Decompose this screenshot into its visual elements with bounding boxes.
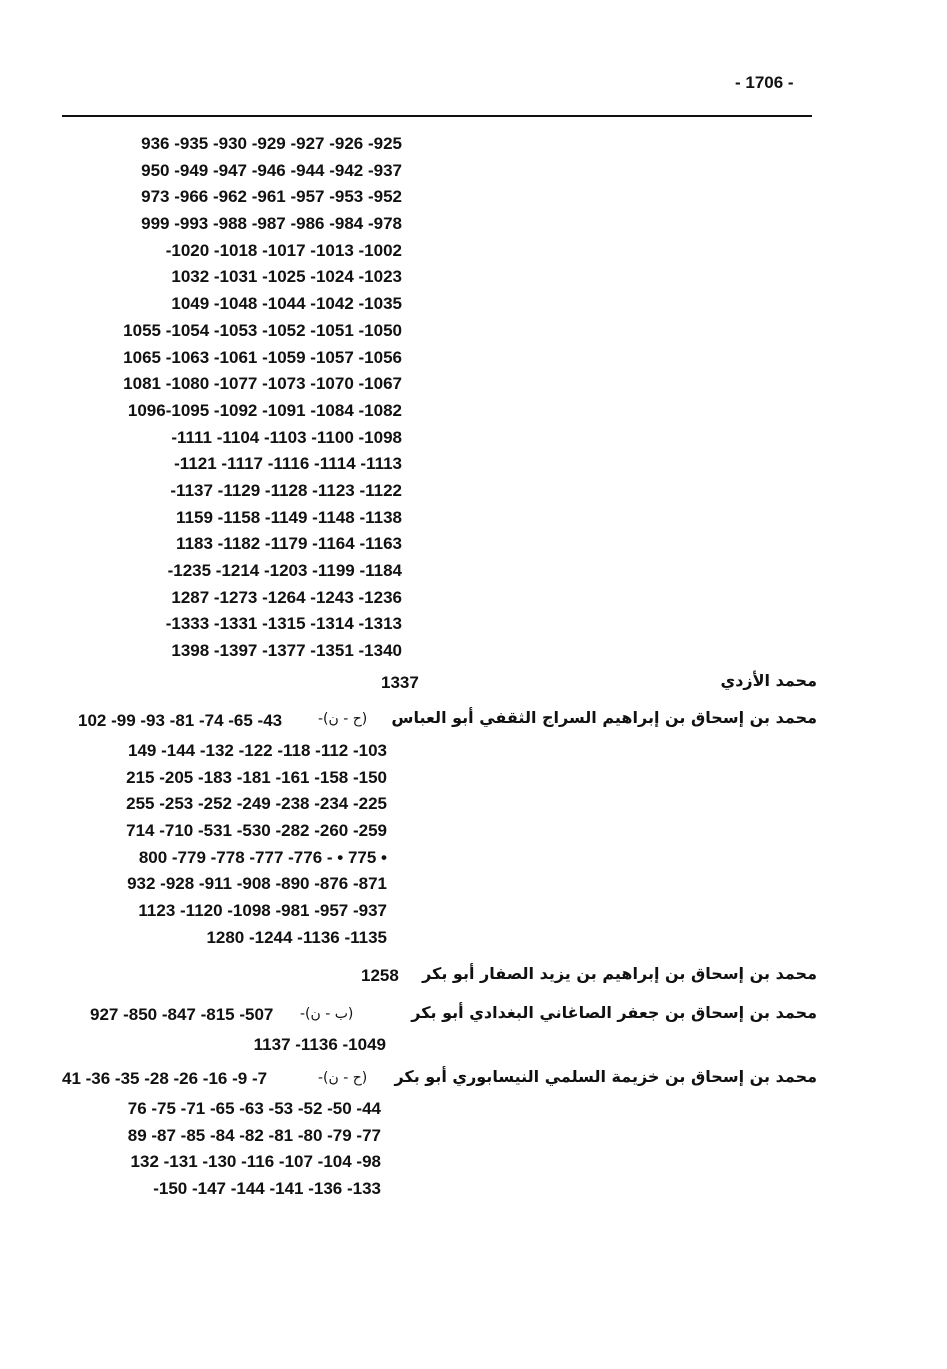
entry-refs-khuzayma xyxy=(128,1096,381,1203)
reference-line: 132 -131 -130 -116 -107 -104 -98 xyxy=(130,1152,381,1172)
entry-name-khuzayma: محمد بن إسحاق بن خزيمة السلمي النيسابوري أبو بكر xyxy=(394,1067,817,1086)
reference-line: 149 -144 -132 -122 -118 -112 -103 xyxy=(128,741,387,760)
reference-line: 1065 -1063 -1061 -1059 -1057 -1056 xyxy=(123,347,402,367)
reference-line: 1137 -1136 -1049 xyxy=(253,1035,386,1054)
reference-line: 932 -928 -911 -908 -890 -876 -871 xyxy=(127,874,387,894)
reference-line: 1287 -1273 -1264 -1243 -1236 xyxy=(171,587,402,607)
entry-tag-khuzayma: (ح - ن)- xyxy=(318,1070,368,1086)
reference-line: 973 -966 -962 -961 -957 -953 -952 xyxy=(141,187,402,207)
reference-line: 714 -710 -531 -530 -282 -260 -259 xyxy=(126,821,387,841)
reference-line: 1096-1095 -1092 -1091 -1084 -1082 xyxy=(127,400,402,420)
entry-number-saffar: 1258 xyxy=(361,966,399,985)
reference-line: 76 -75 -71 -65 -63 -53 -52 -50 -44 xyxy=(127,1099,381,1118)
reference-line: 89 -87 -85 -84 -82 -81 -80 -79 -77 xyxy=(127,1125,381,1145)
reference-line: -1121 -1117 -1116 -1114 -1113 xyxy=(174,454,402,474)
entry-name-sarraj: محمد بن إسحاق بن إبراهيم السراج الثقفي أبو العباس xyxy=(391,708,817,727)
reference-line: -1020 -1018 -1017 -1013 -1002 xyxy=(165,240,402,260)
page-number: - 1706 - xyxy=(735,73,794,92)
reference-line: 1081 -1080 -1077 -1073 -1070 -1067 xyxy=(123,374,402,394)
reference-line: 1049 -1048 -1044 -1042 -1035 xyxy=(171,294,402,314)
entry-tag-saghani: (ب - ن)- xyxy=(300,1006,354,1022)
reference-line: 215 -205 -183 -181 -161 -158 -150 xyxy=(126,767,387,787)
reference-line: 1280 -1244 -1136 -1135 xyxy=(206,927,387,947)
reference-line: -1333 -1331 -1315 -1314 -1313 xyxy=(165,614,402,634)
reference-line: 1159 -1158 -1149 -1148 -1138 xyxy=(176,507,402,527)
entry-name-azdi: محمد الأزدي xyxy=(720,671,817,690)
reference-line: -1235 -1214 -1203 -1199 -1184 xyxy=(167,561,402,580)
reference-line: -1137 -1129 -1128 -1123 -1122 xyxy=(170,480,402,500)
top-reference-block xyxy=(123,131,402,665)
entry-first-line-saghani: 927 -850 -847 -815 -507 xyxy=(90,1005,274,1024)
entry-first-line-khuzayma: 41 -36 -35 -28 -26 -16 -9 -7 xyxy=(62,1069,268,1088)
entry-refs-sarraj xyxy=(126,738,387,952)
entry-name-saffar: محمد بن إسحاق بن إبراهيم بن يزيد الصفار أبو بكر xyxy=(422,964,817,983)
entry-first-line-sarraj: 102 -99 -93 -81 -74 -65 -43 xyxy=(78,711,283,730)
entry-number-azdi: 1337 xyxy=(381,673,419,692)
reference-line: 999 -993 -988 -987 -986 -984 -978 xyxy=(141,214,402,234)
reference-line: -150 -147 -144 -141 -136 -133 xyxy=(153,1179,381,1199)
reference-line: 255 -253 -252 -249 -238 -234 -225 xyxy=(126,794,387,814)
reference-line: 1398 -1397 -1377 -1351 -1340 xyxy=(171,641,402,661)
entry-name-saghani: محمد بن إسحاق بن جعفر الصاغاني البغدادي أبو بكر xyxy=(411,1003,817,1022)
entry-refs-saghani xyxy=(254,1032,386,1059)
reference-line: -1111 -1104 -1103 -1100 -1098 xyxy=(171,427,402,447)
reference-line: 1032 -1031 -1025 -1024 -1023 xyxy=(171,267,402,287)
reference-line: 950 -949 -947 -946 -944 -942 -937 xyxy=(141,160,402,180)
reference-line: 800 -779 -778 -777 -776 - • 775 • xyxy=(138,847,387,867)
entry-tag-sarraj: (ح - ن)- xyxy=(318,711,368,727)
reference-line: 1055 -1054 -1053 -1052 -1051 -1050 xyxy=(123,320,402,340)
reference-line: 936 -935 -930 -929 -927 -926 -925 xyxy=(141,134,402,153)
header-rule xyxy=(62,115,812,117)
reference-line: 1123 -1120 -1098 -981 -957 -937 xyxy=(138,901,387,921)
reference-line: 1183 -1182 -1179 -1164 -1163 xyxy=(176,534,402,554)
